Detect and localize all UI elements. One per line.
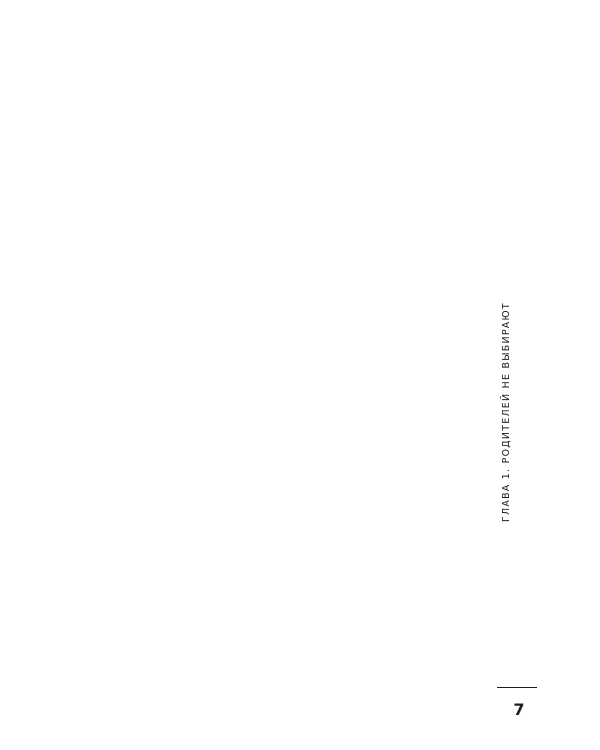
page-number: 7	[513, 700, 525, 719]
footer-rule	[497, 687, 537, 688]
running-header: ГЛАВА 1. РОДИТЕЛЕЙ НЕ ВЫБИРАЮТ	[501, 302, 512, 522]
